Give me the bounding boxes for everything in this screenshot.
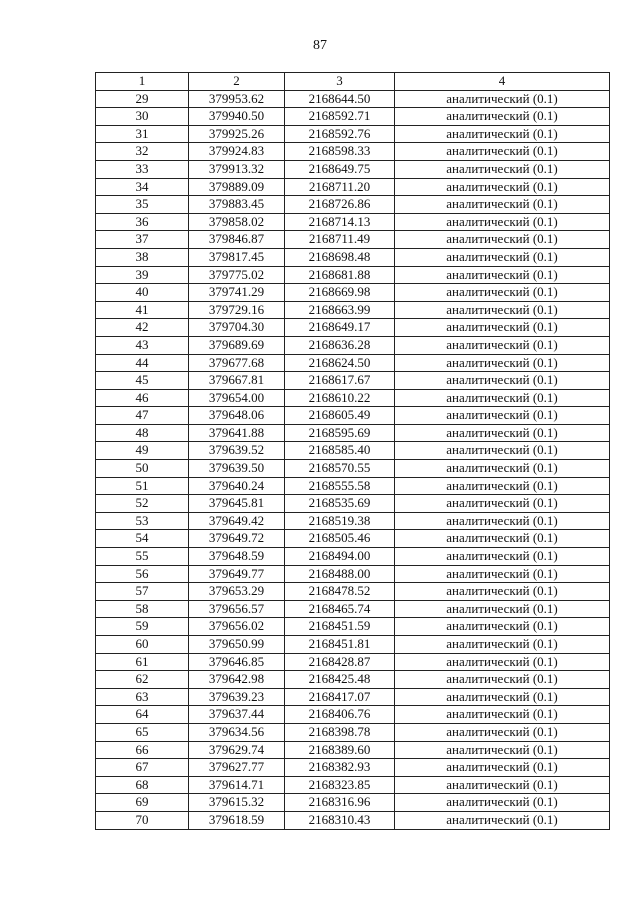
x-coordinate-cell: 379639.23 <box>189 688 285 706</box>
y-coordinate-cell: 2168711.20 <box>285 178 395 196</box>
y-coordinate-cell: 2168681.88 <box>285 266 395 284</box>
method-cell: аналитический (0.1) <box>395 178 610 196</box>
table-row <box>96 741 610 759</box>
y-coordinate-cell: 2168610.22 <box>285 389 395 407</box>
x-coordinate-cell: 379639.50 <box>189 460 285 478</box>
point-number-cell: 33 <box>96 160 189 178</box>
table-row <box>96 759 610 777</box>
x-coordinate-cell: 379940.50 <box>189 108 285 126</box>
y-coordinate-cell: 2168494.00 <box>285 548 395 566</box>
point-number-cell: 58 <box>96 600 189 618</box>
y-coordinate-cell: 2168519.38 <box>285 512 395 530</box>
y-coordinate-cell: 2168617.67 <box>285 372 395 390</box>
point-number-cell: 30 <box>96 108 189 126</box>
y-coordinate-cell: 2168726.86 <box>285 196 395 214</box>
table-row <box>96 372 610 390</box>
x-coordinate-cell: 379649.77 <box>189 565 285 583</box>
method-cell: аналитический (0.1) <box>395 565 610 583</box>
table-row <box>96 108 610 126</box>
y-coordinate-cell: 2168585.40 <box>285 442 395 460</box>
table-row <box>96 284 610 302</box>
method-cell: аналитический (0.1) <box>395 143 610 161</box>
point-number-cell: 45 <box>96 372 189 390</box>
method-cell: аналитический (0.1) <box>395 653 610 671</box>
table-row <box>96 688 610 706</box>
x-coordinate-cell: 379634.56 <box>189 723 285 741</box>
point-number-cell: 35 <box>96 196 189 214</box>
table-row <box>96 776 610 794</box>
y-coordinate-cell: 2168624.50 <box>285 354 395 372</box>
x-coordinate-cell: 379704.30 <box>189 319 285 337</box>
method-cell: аналитический (0.1) <box>395 618 610 636</box>
method-cell: аналитический (0.1) <box>395 90 610 108</box>
x-coordinate-cell: 379953.62 <box>189 90 285 108</box>
point-number-cell: 57 <box>96 583 189 601</box>
x-coordinate-cell: 379639.52 <box>189 442 285 460</box>
table-row <box>96 512 610 530</box>
table-row <box>96 125 610 143</box>
point-number-cell: 47 <box>96 407 189 425</box>
x-coordinate-cell: 379846.87 <box>189 231 285 249</box>
table-row <box>96 354 610 372</box>
y-coordinate-cell: 2168598.33 <box>285 143 395 161</box>
method-cell: аналитический (0.1) <box>395 460 610 478</box>
table-row <box>96 583 610 601</box>
method-cell: аналитический (0.1) <box>395 231 610 249</box>
method-cell: аналитический (0.1) <box>395 407 610 425</box>
point-number-cell: 31 <box>96 125 189 143</box>
y-coordinate-cell: 2168698.48 <box>285 248 395 266</box>
point-number-cell: 50 <box>96 460 189 478</box>
y-coordinate-cell: 2168669.98 <box>285 284 395 302</box>
x-coordinate-cell: 379924.83 <box>189 143 285 161</box>
header-cell-method: 4 <box>395 73 610 91</box>
x-coordinate-cell: 379641.88 <box>189 424 285 442</box>
point-number-cell: 53 <box>96 512 189 530</box>
x-coordinate-cell: 379858.02 <box>189 213 285 231</box>
y-coordinate-cell: 2168465.74 <box>285 600 395 618</box>
table-row <box>96 565 610 583</box>
y-coordinate-cell: 2168417.07 <box>285 688 395 706</box>
table-row <box>96 196 610 214</box>
point-number-cell: 42 <box>96 319 189 337</box>
point-number-cell: 40 <box>96 284 189 302</box>
method-cell: аналитический (0.1) <box>395 248 610 266</box>
method-cell: аналитический (0.1) <box>395 671 610 689</box>
point-number-cell: 70 <box>96 811 189 829</box>
y-coordinate-cell: 2168555.58 <box>285 477 395 495</box>
x-coordinate-cell: 379645.81 <box>189 495 285 513</box>
page-number: 87 <box>313 38 327 53</box>
table-row <box>96 477 610 495</box>
method-cell: аналитический (0.1) <box>395 336 610 354</box>
x-coordinate-cell: 379650.99 <box>189 636 285 654</box>
point-number-cell: 51 <box>96 477 189 495</box>
point-number-cell: 38 <box>96 248 189 266</box>
point-number-cell: 36 <box>96 213 189 231</box>
x-coordinate-cell: 379913.32 <box>189 160 285 178</box>
point-number-cell: 66 <box>96 741 189 759</box>
y-coordinate-cell: 2168389.60 <box>285 741 395 759</box>
table-row <box>96 600 610 618</box>
y-coordinate-cell: 2168592.71 <box>285 108 395 126</box>
x-coordinate-cell: 379667.81 <box>189 372 285 390</box>
method-cell: аналитический (0.1) <box>395 811 610 829</box>
point-number-cell: 37 <box>96 231 189 249</box>
y-coordinate-cell: 2168382.93 <box>285 759 395 777</box>
table-row <box>96 143 610 161</box>
y-coordinate-cell: 2168649.75 <box>285 160 395 178</box>
method-cell: аналитический (0.1) <box>395 389 610 407</box>
table-row <box>96 706 610 724</box>
point-number-cell: 68 <box>96 776 189 794</box>
table-row <box>96 319 610 337</box>
y-coordinate-cell: 2168425.48 <box>285 671 395 689</box>
method-cell: аналитический (0.1) <box>395 477 610 495</box>
point-number-cell: 34 <box>96 178 189 196</box>
table-row <box>96 407 610 425</box>
x-coordinate-cell: 379817.45 <box>189 248 285 266</box>
table-row <box>96 495 610 513</box>
x-coordinate-cell: 379642.98 <box>189 671 285 689</box>
method-cell: аналитический (0.1) <box>395 723 610 741</box>
table-row <box>96 636 610 654</box>
y-coordinate-cell: 2168663.99 <box>285 301 395 319</box>
method-cell: аналитический (0.1) <box>395 266 610 284</box>
point-number-cell: 48 <box>96 424 189 442</box>
y-coordinate-cell: 2168478.52 <box>285 583 395 601</box>
y-coordinate-cell: 2168711.49 <box>285 231 395 249</box>
x-coordinate-cell: 379614.71 <box>189 776 285 794</box>
method-cell: аналитический (0.1) <box>395 530 610 548</box>
y-coordinate-cell: 2168310.43 <box>285 811 395 829</box>
table-row <box>96 90 610 108</box>
x-coordinate-cell: 379656.02 <box>189 618 285 636</box>
point-number-cell: 46 <box>96 389 189 407</box>
x-coordinate-cell: 379654.00 <box>189 389 285 407</box>
x-coordinate-cell: 379618.59 <box>189 811 285 829</box>
method-cell: аналитический (0.1) <box>395 160 610 178</box>
y-coordinate-cell: 2168451.59 <box>285 618 395 636</box>
method-cell: аналитический (0.1) <box>395 213 610 231</box>
y-coordinate-cell: 2168316.96 <box>285 794 395 812</box>
point-number-cell: 54 <box>96 530 189 548</box>
y-coordinate-cell: 2168428.87 <box>285 653 395 671</box>
method-cell: аналитический (0.1) <box>395 776 610 794</box>
header-cell-y: 3 <box>285 73 395 91</box>
table-row <box>96 231 610 249</box>
x-coordinate-cell: 379648.59 <box>189 548 285 566</box>
header-cell-point: 1 <box>96 73 189 91</box>
table-body <box>96 90 610 829</box>
method-cell: аналитический (0.1) <box>395 424 610 442</box>
method-cell: аналитический (0.1) <box>395 794 610 812</box>
method-cell: аналитический (0.1) <box>395 495 610 513</box>
y-coordinate-cell: 2168644.50 <box>285 90 395 108</box>
y-coordinate-cell: 2168714.13 <box>285 213 395 231</box>
coordinates-table <box>95 72 610 830</box>
method-cell: аналитический (0.1) <box>395 706 610 724</box>
point-number-cell: 52 <box>96 495 189 513</box>
x-coordinate-cell: 379615.32 <box>189 794 285 812</box>
table-row <box>96 548 610 566</box>
method-cell: аналитический (0.1) <box>395 108 610 126</box>
point-number-cell: 65 <box>96 723 189 741</box>
x-coordinate-cell: 379653.29 <box>189 583 285 601</box>
y-coordinate-cell: 2168649.17 <box>285 319 395 337</box>
point-number-cell: 61 <box>96 653 189 671</box>
point-number-cell: 60 <box>96 636 189 654</box>
x-coordinate-cell: 379729.16 <box>189 301 285 319</box>
header-cell-x: 2 <box>189 73 285 91</box>
y-coordinate-cell: 2168595.69 <box>285 424 395 442</box>
table-row <box>96 723 610 741</box>
method-cell: аналитический (0.1) <box>395 583 610 601</box>
method-cell: аналитический (0.1) <box>395 372 610 390</box>
method-cell: аналитический (0.1) <box>395 442 610 460</box>
x-coordinate-cell: 379646.85 <box>189 653 285 671</box>
table-row <box>96 160 610 178</box>
y-coordinate-cell: 2168406.76 <box>285 706 395 724</box>
x-coordinate-cell: 379649.72 <box>189 530 285 548</box>
x-coordinate-cell: 379889.09 <box>189 178 285 196</box>
y-coordinate-cell: 2168323.85 <box>285 776 395 794</box>
method-cell: аналитический (0.1) <box>395 196 610 214</box>
point-number-cell: 63 <box>96 688 189 706</box>
table-row <box>96 671 610 689</box>
table-row <box>96 389 610 407</box>
table-row <box>96 424 610 442</box>
y-coordinate-cell: 2168636.28 <box>285 336 395 354</box>
y-coordinate-cell: 2168592.76 <box>285 125 395 143</box>
table-row <box>96 213 610 231</box>
y-coordinate-cell: 2168505.46 <box>285 530 395 548</box>
y-coordinate-cell: 2168535.69 <box>285 495 395 513</box>
method-cell: аналитический (0.1) <box>395 741 610 759</box>
method-cell: аналитический (0.1) <box>395 125 610 143</box>
header-row <box>96 73 610 91</box>
x-coordinate-cell: 379629.74 <box>189 741 285 759</box>
x-coordinate-cell: 379883.45 <box>189 196 285 214</box>
point-number-cell: 59 <box>96 618 189 636</box>
x-coordinate-cell: 379925.26 <box>189 125 285 143</box>
method-cell: аналитический (0.1) <box>395 600 610 618</box>
point-number-cell: 49 <box>96 442 189 460</box>
x-coordinate-cell: 379677.68 <box>189 354 285 372</box>
table-row <box>96 460 610 478</box>
method-cell: аналитический (0.1) <box>395 301 610 319</box>
x-coordinate-cell: 379775.02 <box>189 266 285 284</box>
x-coordinate-cell: 379656.57 <box>189 600 285 618</box>
table-row <box>96 530 610 548</box>
method-cell: аналитический (0.1) <box>395 512 610 530</box>
table-row <box>96 336 610 354</box>
method-cell: аналитический (0.1) <box>395 759 610 777</box>
method-cell: аналитический (0.1) <box>395 548 610 566</box>
y-coordinate-cell: 2168605.49 <box>285 407 395 425</box>
x-coordinate-cell: 379640.24 <box>189 477 285 495</box>
point-number-cell: 69 <box>96 794 189 812</box>
point-number-cell: 64 <box>96 706 189 724</box>
table-row <box>96 442 610 460</box>
x-coordinate-cell: 379627.77 <box>189 759 285 777</box>
table-header <box>96 73 610 91</box>
point-number-cell: 44 <box>96 354 189 372</box>
method-cell: аналитический (0.1) <box>395 354 610 372</box>
table-row <box>96 794 610 812</box>
point-number-cell: 29 <box>96 90 189 108</box>
point-number-cell: 41 <box>96 301 189 319</box>
point-number-cell: 32 <box>96 143 189 161</box>
table-row <box>96 266 610 284</box>
method-cell: аналитический (0.1) <box>395 636 610 654</box>
method-cell: аналитический (0.1) <box>395 319 610 337</box>
x-coordinate-cell: 379741.29 <box>189 284 285 302</box>
table-row <box>96 178 610 196</box>
x-coordinate-cell: 379689.69 <box>189 336 285 354</box>
y-coordinate-cell: 2168398.78 <box>285 723 395 741</box>
x-coordinate-cell: 379648.06 <box>189 407 285 425</box>
y-coordinate-cell: 2168451.81 <box>285 636 395 654</box>
point-number-cell: 62 <box>96 671 189 689</box>
table-row <box>96 248 610 266</box>
method-cell: аналитический (0.1) <box>395 284 610 302</box>
table-row <box>96 301 610 319</box>
y-coordinate-cell: 2168488.00 <box>285 565 395 583</box>
point-number-cell: 55 <box>96 548 189 566</box>
x-coordinate-cell: 379649.42 <box>189 512 285 530</box>
point-number-cell: 43 <box>96 336 189 354</box>
point-number-cell: 56 <box>96 565 189 583</box>
point-number-cell: 67 <box>96 759 189 777</box>
y-coordinate-cell: 2168570.55 <box>285 460 395 478</box>
table-row <box>96 653 610 671</box>
table-row <box>96 811 610 829</box>
point-number-cell: 39 <box>96 266 189 284</box>
method-cell: аналитический (0.1) <box>395 688 610 706</box>
table-row <box>96 618 610 636</box>
x-coordinate-cell: 379637.44 <box>189 706 285 724</box>
